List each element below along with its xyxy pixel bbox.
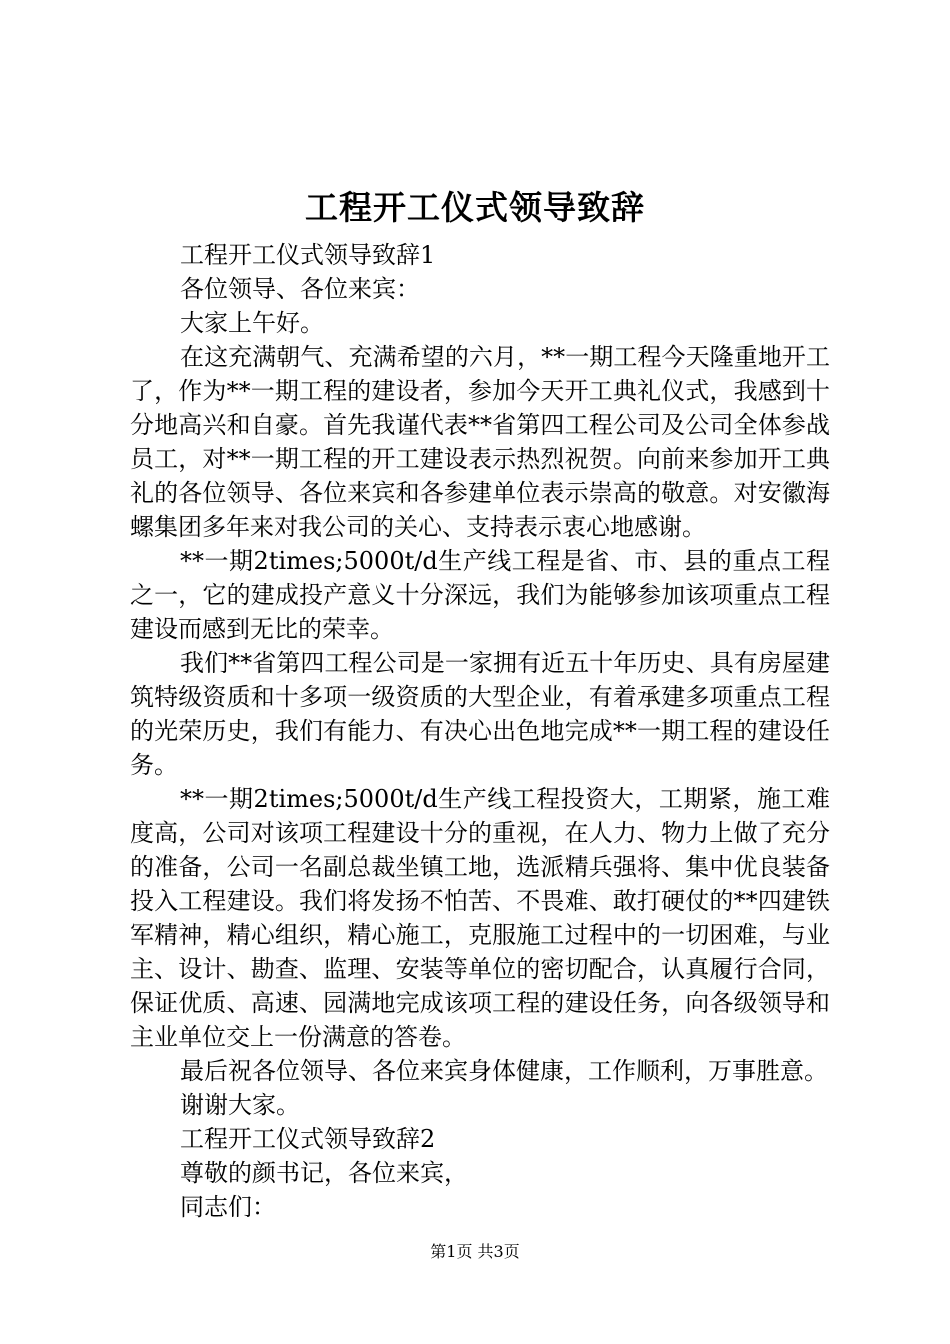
- document-title: 工程开工仪式领导致辞: [305, 188, 645, 227]
- paragraph-speech-2-heading: 工程开工仪式领导致辞2: [180, 1125, 436, 1153]
- document-body: [130, 238, 830, 1224]
- paragraph-opening: 在这充满朝气、充满希望的六月，**一期工程今天隆重地开工了，作为**一期工程的建设者，参加今天开工典礼仪式，我感到十分地高兴和自豪。首先我谨代表**省第四工程公司及公司全体参战员工，对**一期工程的开工建设表示热烈祝贺。向前来参加开工典礼的各位领导、各位来宾和各参建单位表示崇高的敬意。对安徽海螺集团多年来对我公司的关心、支持表示衷心地感谢。: [130, 343, 830, 541]
- paragraph-greeting: 大家上午好。: [180, 309, 324, 337]
- paragraph-salutation: 各位领导、各位来宾：: [180, 275, 420, 303]
- page-number-footer: 第1页 共3页: [430, 1242, 520, 1261]
- paragraph-thanks: 谢谢大家。: [180, 1091, 300, 1119]
- paragraph-wishes: 最后祝各位领导、各位来宾身体健康，工作顺利，万事胜意。: [180, 1057, 828, 1085]
- paragraph-commitment: **一期2times;5000t/d生产线工程投资大，工期紧，施工难度高，公司对该项工程建设十分的重视，在人力、物力上做了充分的准备，公司一名副总裁坐镇工地，选派精兵强将、集中优良装备投入工程建设。我们将发扬不怕苦、不畏难、敢打硬仗的**四建铁军精神，精心组织，精心施工，克服施工过程中的一切困难，与业主、设计、勘查、监理、安装等单位的密切配合，认真履行合同，保证优质、高速、园满地完成该项工程的建设任务，向各级领导和主业单位交上一份满意的答卷。: [130, 785, 830, 1051]
- paragraph-salutation-2: 尊敬的颜书记，各位来宾，: [180, 1159, 468, 1187]
- paragraph-project-importance: **一期2times;5000t/d生产线工程是省、市、县的重点工程之一，它的建成投产意义十分深远，我们为能够参加该项重点工程建设而感到无比的荣幸。: [130, 547, 830, 643]
- paragraph-speech-1-heading: 工程开工仪式领导致辞1: [180, 241, 436, 269]
- paragraph-comrades: 同志们：: [180, 1193, 276, 1221]
- paragraph-company-intro: 我们**省第四工程公司是一家拥有近五十年历史、具有房屋建筑特级资质和十多项一级资质的大型企业，有着承建多项重点工程的光荣历史，我们有能力、有决心出色地完成**一期工程的建设任务。: [130, 649, 830, 779]
